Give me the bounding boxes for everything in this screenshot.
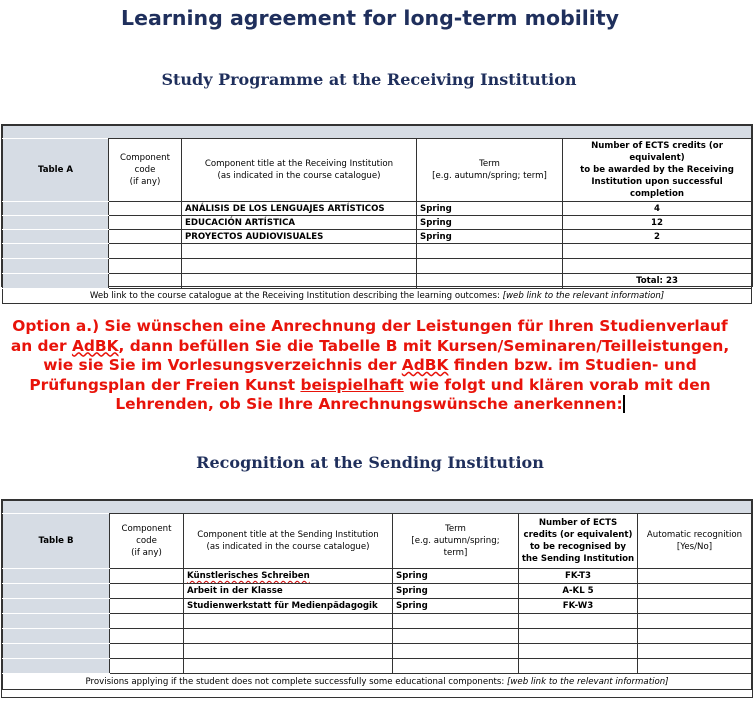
table-a-header-row — [3, 139, 752, 202]
header-ects-credits: Number of ECTS credits (or equivalent) to be recognised by the Sending Institution — [519, 514, 638, 569]
empty-cell[interactable] — [182, 274, 417, 289]
header-ects-credits: Number of ECTS credits (or equivalent) to be awarded by the Receiving Institution upon successful completion — [563, 139, 752, 202]
table-b-footer: Provisions applying if the student does not complete successfully some educational components: [web link to the relevant information] — [3, 674, 752, 690]
empty-cell[interactable] — [393, 644, 519, 659]
table-row — [3, 599, 752, 614]
course-title[interactable]: EDUCACIÓN ARTÍSTICA — [182, 216, 417, 230]
code-cell[interactable] — [110, 584, 184, 599]
course-title[interactable]: Studienwerkstatt für Medienpädagogik — [184, 599, 393, 614]
recognition-cell[interactable] — [638, 584, 752, 599]
empty-cell[interactable] — [109, 259, 182, 274]
table-a-top-strip — [2, 125, 752, 139]
header-term: Term [e.g. autumn/spring; term] — [417, 139, 563, 202]
empty-cell[interactable] — [519, 644, 638, 659]
course-credits[interactable]: 12 — [563, 216, 752, 230]
table-b-label: Table B — [3, 514, 110, 569]
option-a-instructions: Option a.) Sie wünschen eine Anrechnung der Leistungen für Ihren Studienverlauf an der AdBK, dann befüllen Sie die Tabelle B mit Kursen/Seminaren/Teilleistungen, wie sie Sie im Vorlesungsverzeichnis der AdBK finden bzw. im Studien- und Prüfungsplan der Freien Kunst beispielhaft wie folgt und klären vorab mit den Lehrenden, ob Sie Ihre Anrechnungswünsche anerkennen: — [10, 317, 730, 413]
table-b-header-row — [3, 514, 752, 569]
total-credits: Total: 23 — [563, 274, 752, 289]
empty-cell[interactable] — [110, 629, 184, 644]
empty-cell[interactable] — [184, 644, 393, 659]
table-row — [3, 644, 752, 659]
empty-cell[interactable] — [638, 629, 752, 644]
beispielhaft-term: beispielhaft — [300, 375, 404, 394]
code-cell[interactable] — [109, 202, 182, 216]
empty-cell[interactable] — [638, 659, 752, 674]
header-component-title: Component title at the Receiving Institution (as indicated in the course catalogue) — [182, 139, 417, 202]
empty-cell[interactable] — [184, 614, 393, 629]
course-title[interactable]: Arbeit in der Klasse — [184, 584, 393, 599]
table-b-top-strip — [2, 500, 752, 514]
course-term[interactable]: Spring — [393, 599, 519, 614]
table-b-footer-row — [3, 674, 752, 690]
empty-cell[interactable] — [519, 659, 638, 674]
course-term[interactable]: Spring — [417, 230, 563, 244]
table-row — [3, 259, 752, 274]
course-credits[interactable]: A-KL 5 — [519, 584, 638, 599]
page-title: Learning agreement for long-term mobility — [121, 6, 619, 30]
course-title[interactable]: PROYECTOS AUDIOVISUALES — [182, 230, 417, 244]
code-cell[interactable] — [109, 230, 182, 244]
empty-cell[interactable] — [110, 644, 184, 659]
table-b — [2, 513, 752, 690]
course-term[interactable]: Spring — [393, 569, 519, 584]
table-a-label: Table A — [3, 139, 109, 202]
empty-cell[interactable] — [638, 644, 752, 659]
empty-cell[interactable] — [393, 614, 519, 629]
course-credits[interactable]: 2 — [563, 230, 752, 244]
course-term[interactable]: Spring — [417, 202, 563, 216]
empty-cell[interactable] — [110, 614, 184, 629]
course-credits[interactable]: FK-T3 — [519, 569, 638, 584]
text-cursor: : — [616, 395, 623, 413]
empty-cell[interactable] — [519, 614, 638, 629]
empty-cell[interactable] — [109, 244, 182, 259]
empty-cell[interactable] — [109, 274, 182, 289]
table-row — [3, 569, 752, 584]
table-a — [2, 138, 752, 304]
section-heading-receiving: Study Programme at the Receiving Institution — [161, 70, 577, 89]
code-cell[interactable] — [109, 216, 182, 230]
table-row — [3, 629, 752, 644]
code-cell[interactable] — [110, 569, 184, 584]
empty-cell[interactable] — [417, 274, 563, 289]
section-heading-sending: Recognition at the Sending Institution — [196, 453, 544, 472]
empty-cell[interactable] — [563, 259, 752, 274]
empty-cell[interactable] — [110, 659, 184, 674]
table-row — [3, 659, 752, 674]
empty-cell[interactable] — [417, 244, 563, 259]
course-title[interactable]: ANÁLISIS DE LOS LENGUAJES ARTÍSTICOS — [182, 202, 417, 216]
table-row — [3, 216, 752, 230]
course-title[interactable]: Künstlerisches Schreiben — [184, 569, 393, 584]
empty-cell[interactable] — [184, 659, 393, 674]
table-a-footer-row — [3, 289, 752, 304]
recognition-cell[interactable] — [638, 599, 752, 614]
course-credits[interactable]: FK-W3 — [519, 599, 638, 614]
recognition-cell[interactable] — [638, 569, 752, 584]
table-a-footer: Web link to the course catalogue at the Receiving Institution describing the learning outcomes: [web link to the relevant information] — [3, 289, 752, 304]
empty-cell[interactable] — [182, 244, 417, 259]
table-row — [3, 614, 752, 629]
empty-cell[interactable] — [182, 259, 417, 274]
course-credits[interactable]: 4 — [563, 202, 752, 216]
header-component-code: Component code (if any) — [110, 514, 184, 569]
code-cell[interactable] — [110, 599, 184, 614]
empty-cell[interactable] — [563, 244, 752, 259]
adbk-term: AdBK — [71, 336, 119, 355]
header-automatic-recognition: Automatic recognition [Yes/No] — [638, 514, 752, 569]
header-term: Term [e.g. autumn/spring; term] — [393, 514, 519, 569]
course-term[interactable]: Spring — [393, 584, 519, 599]
empty-cell[interactable] — [417, 259, 563, 274]
header-component-code: Component code (if any) — [109, 139, 182, 202]
empty-cell[interactable] — [184, 629, 393, 644]
web-link[interactable]: [web link to the relevant information] — [502, 291, 665, 301]
empty-cell[interactable] — [393, 659, 519, 674]
table-row — [3, 244, 752, 259]
header-component-title: Component title at the Sending Institution (as indicated in the course catalogue) — [184, 514, 393, 569]
course-term[interactable]: Spring — [417, 216, 563, 230]
empty-cell[interactable] — [519, 629, 638, 644]
table-row — [3, 230, 752, 244]
web-link[interactable]: [web link to the relevant information] — [507, 676, 669, 687]
empty-cell[interactable] — [393, 629, 519, 644]
table-row — [3, 202, 752, 216]
adbk-term: AdBK — [401, 356, 449, 374]
table-row — [3, 584, 752, 599]
empty-cell[interactable] — [638, 614, 752, 629]
table-total-row — [3, 274, 752, 289]
